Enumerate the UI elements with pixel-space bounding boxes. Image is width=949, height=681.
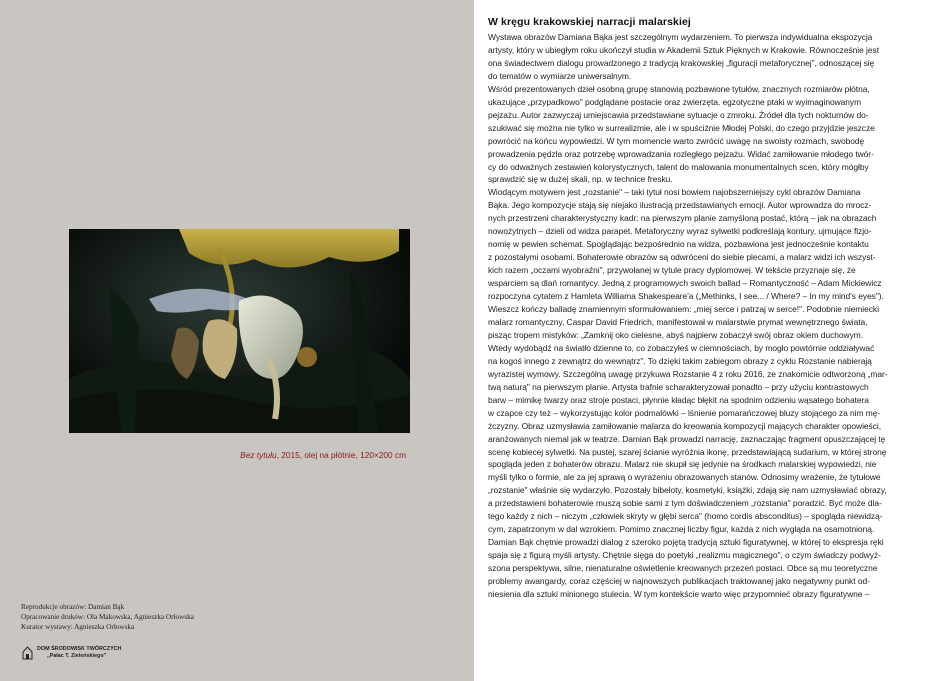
left-page [0,0,474,681]
text-line: aranżowanych niemal jak w teatrze. Damian Bąk prowadzi narrację, zaznaczając fragment opuszczającej tę [488,433,886,444]
text-line: wyrazistej wymowy. Szczególną uwagę przykuwa Rozstanie 4 z roku 2016, ze znakomicie odtworzoną „mar- [488,368,888,379]
text-line: w czapce czy też – wykorzystując kolor podmalówki – lśnienie pomarańczowej bluzy stojącego za nim mę- [488,407,881,418]
text-line: na kogoś innego z zewnątrz do wewnątrz". To dzięki takim zabiegom obrazy z cyklu Rozstanie nabierają [488,355,872,366]
text-line: tego każdy z nich – niczym „człowiek skryty w głębi serca" (homo cordis absconditus) – spogląda niewidzą- [488,511,883,522]
text-line: nych przestrzeni charakterystyczny kadr: na pierwszym planie zamyśloną postać, którą – jak na obrazach [488,213,877,224]
text-line: barw – mimikę twarzy oraz stroje postaci, płynnie kładąc błękit na spodnim odzieniu wąsatego bohatera [488,394,869,405]
text-line: spaja się z figurą myśli artysty. Chętnie sięga do poetyki „realizmu magicznego", o czym świadczy podwyż- [488,550,881,561]
text-line: cym, zapatrzonym w dal wzrokiem. Pomimo znacznej liczby figur, każda z nich wygląda na osamotnioną. [488,524,875,535]
caption-title: Bez tytułu [240,450,277,460]
text-line: niesienia dla sztuki minionego stulecia. W tym kontekście warto więc przypomnieć obrazy figuratywne – [488,588,870,599]
credits-block [21,602,194,632]
text-line: Wystawa obrazów Damiana Bąka jest szczególnym wydarzeniem. To pierwsza indywidualna ekspozycja [488,32,873,42]
text-line: cy do odważnych zestawień kolorystycznych, talent do malowania monumentalnych scen, który mógłby [488,161,869,172]
text-line: pisząc tropem mistyków: „Zamknij oko cielesne, abyś najpierw zobaczył swój obraz okiem duchowym. [488,329,864,340]
text-line: a przedstawieni bohaterowie muszą sobie sami z tym doświadczeniem „rozstania" poradzić. Być może dla- [488,498,882,509]
text-line: Damian Bąk chętnie prowadzi dialog z szeroko pojętą tradycją sztuki figuratywnej, w której to ekspresja ręki [488,537,884,548]
painting-illustration [69,229,410,433]
text-line: nowożytnych – dzieli od widza parapet. Metaforyczny wyraz sylwetki podkreślają kontury, ujmujące fizjo- [488,226,872,237]
text-line: szukiwać się można nie tylko w surrealizmie, ale i w spuściźnie Młodej Polski, do czego przyjdzie jeszcze [488,122,875,133]
text-line: ukazujące „przypadkowo" podglądane postacie oraz zwierzęta, egzotyczne ptaki w wyimaginowanym [488,96,862,107]
painting-caption [200,450,406,460]
text-line: prowadzenia pędzla oraz potrzebę wprowadzania rozległego pejzażu. Widać zamiłowanie młodego twór- [488,148,874,159]
text-line: Wieszcz kończy balladę znamiennym sformułowaniem: „miej serce i patrzaj w serce!". Podobnie niemiecki [488,304,879,315]
text-line: wsparciem są dlań romantycy. Jedną z programowych swoich ballad – Romantyczność – Adam Mickiewicz [488,278,882,289]
article-title: W kręgu krakowskiej narracji malarskiej [488,16,691,28]
text-line: „rozstanie" właśnie się wydarzyło. Pozostały bibeloty, kosmetyki, książki, zdają się nam uzmysławiać obrazy, [488,485,887,496]
text-line: spogląda jeden z bohaterów obrazu. Malarz nie skupił się jedynie na środkach malarskiej wypowiedzi, nie [488,459,877,470]
text-line: problemy awangardy, coraz częściej w najnowszych publikacjach traktowanej jako negatywny punkt od- [488,576,870,587]
right-page [474,0,949,681]
text-line: kich razem „oczami wyobraźni", przywołanej w tytule pracy dyplomowej. W tekście przyznaje się, że [488,265,856,276]
painting-image [69,229,410,433]
text-line: z pozostałymi osobami. Bohaterowie obrazów są odwróceni do siebie plecami, a malarz widzi ich wszyst- [488,252,876,263]
text-line: twą naturą" na pierwszym planie. Artysta trafnie scharakteryzował ponadto – przy użyciu kontrastowych [488,381,869,392]
text-line: Bąka. Jego kompozycje stają się niejako ilustracją przedstawianych emocji. Autor wprowadza do mrocz- [488,200,872,211]
text-line: pejzażu. Autor zazwyczaj umiejscawia przedstawiane sytuacje o zmroku. Źródeł dla tych nokturnów do- [488,109,869,120]
text-line: malarz romantyczny, Caspar David Friedrich, manifestował w malarstwie prymat wewnętrznego świata, [488,316,868,327]
publisher-logo [22,646,121,660]
text-line: ona świadectwem dialogu prowadzonego z tradycją krakowskiej „figuracji metaforycznej", odnoszącej się [488,57,875,68]
text-line: myśli tylko o formie, ale za jej sprawą o wyrażeniu obrazowanych stanów. Odnosimy wrażenie, że tytułowe [488,472,881,483]
article-body [488,31,930,601]
caption-details: , 2015, olej na płótnie, 120×200 cm [276,450,406,460]
text-line: szona perspektywa, silne, nienaturalne oświetlenie kreowanych przezeń postaci. Obce są mu teoretyczne [488,563,878,574]
article [488,16,930,601]
text-line: scenę kobiecej sylwetki. Na pustej, szarej ścianie wyróżnia ikonę, przedstawiającą sudarium, w której stronę [488,446,887,457]
text-line: rozpoczyna cytatem z Hamleta Williama Shakespeare'a („Methinks, I see... / Where? – In my mind's eyes"). [488,291,884,302]
logo-text [37,646,121,660]
credit-print-design: Opracowanie druków: Ola Makowska, Agnieszka Orłowska [21,613,194,621]
logo-line-2: „Pałac T. Zieleńskiego" [47,653,107,659]
text-line: powrócić na końcu wypowiedzi. W tym momencie warto zwrócić uwagę na swoisty rozmach, swobodę [488,135,865,146]
text-line: sprawdzić się w dużej skali, np. w technice fresku. [488,174,673,185]
text-line: Wiodącym motywem jest „rozstanie" – taki tytuł nosi bowiem najobszerniejszy cykl obrazów Damiana [488,187,861,198]
text-line: nomię w pewien schemat. Spoglądając bezpośrednio na widza, pozbawiona jest jednocześnie kontaktu [488,239,869,250]
logo-line-1: DOM ŚRODOWISK TWÓRCZYCH [37,646,122,652]
credit-reproductions: Reprodukcje obrazów: Damian Bąk [21,603,125,611]
credit-curator: Kurator wystawy: Agnieszka Orłowska [21,623,135,631]
text-line: artysty, który w ubiegłym roku ukończył studia w Akademii Sztuk Pięknych w Krakowie. Równocześnie jest [488,44,879,55]
text-line: do tematów o wymiarze uniwersalnym. [488,70,632,81]
palace-building-icon [22,646,33,660]
text-line: Wśród prezentowanych dzieł osobną grupę stanowią pozbawione tytułów, znacznych rozmiarów płótna, [488,83,870,94]
text-line: żczyzny. Obraz uzmysławia zamiłowanie malarza do kreowania kompozycji mających charakter opowieści, [488,420,882,431]
text-line: Wtedy wydobądź na światło dzienne to, co zobaczyłeś w ciemnościach, by mogło powtórnie oddziaływać [488,342,875,353]
